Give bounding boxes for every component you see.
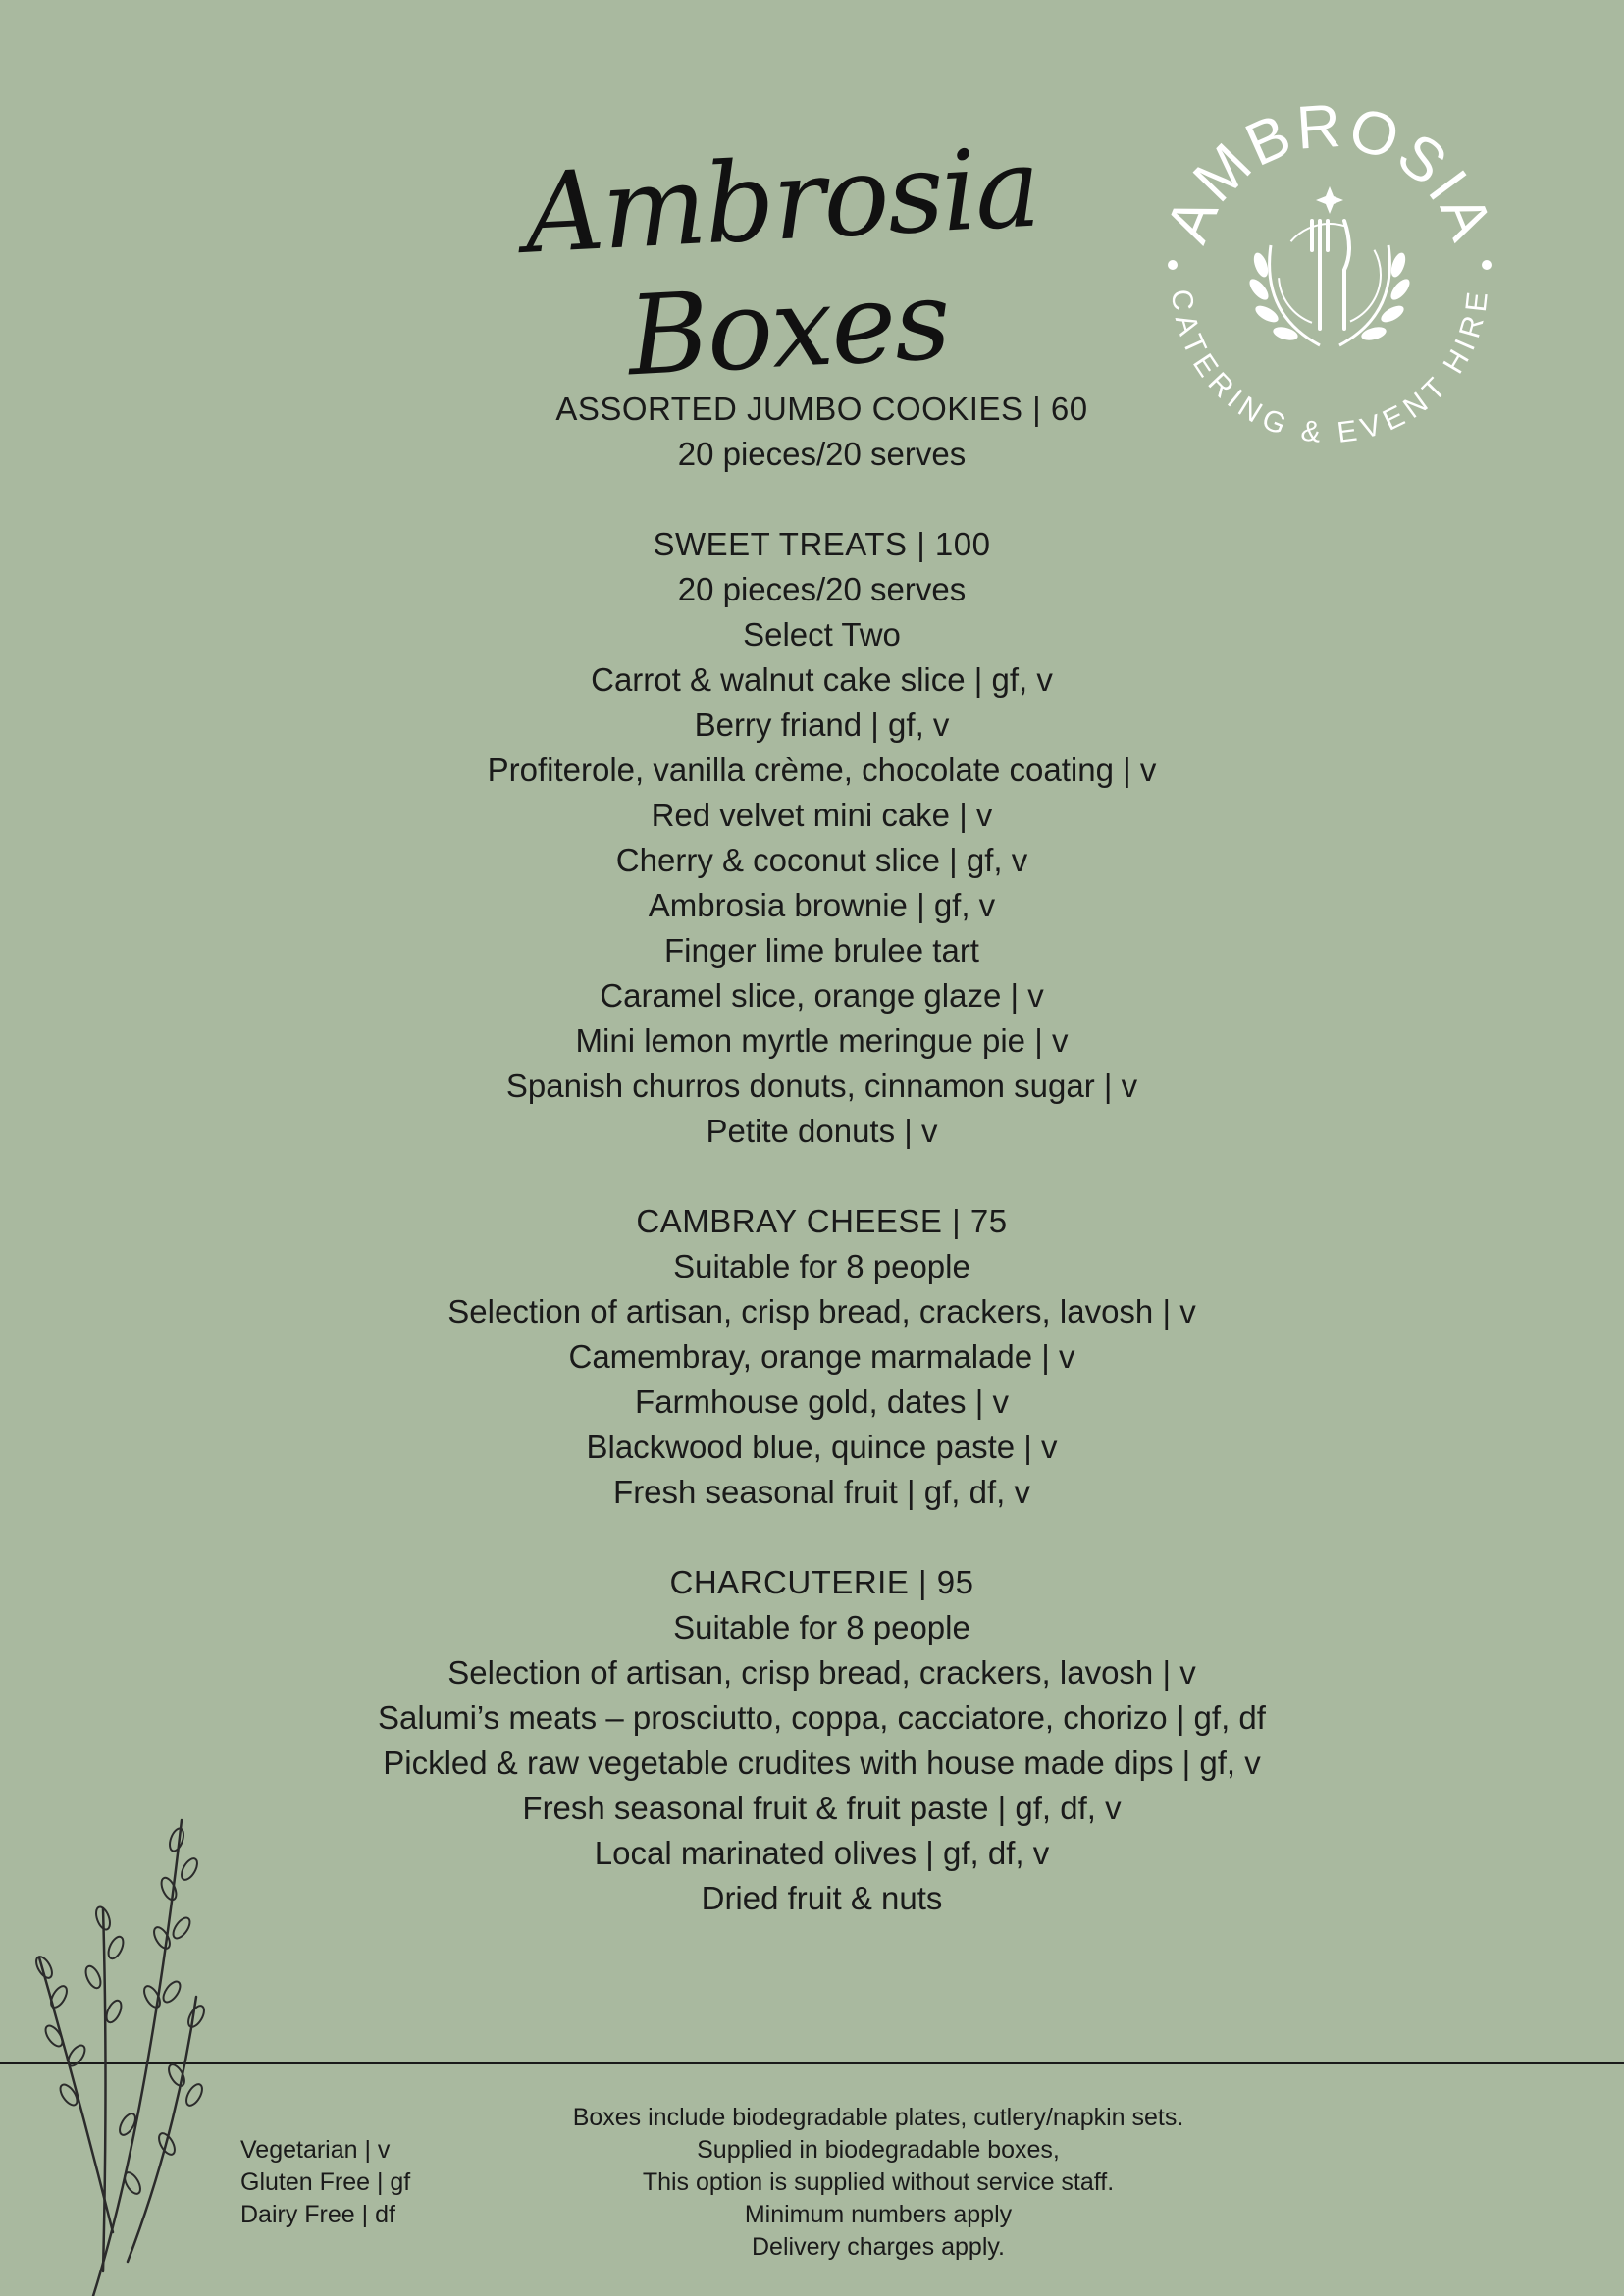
section-cookies — [216, 387, 1428, 477]
menu-item: Camembray, orange marmalade | v — [568, 1338, 1075, 1375]
menu-item: Petite donuts | v — [706, 1113, 938, 1149]
menu-item: Mini lemon myrtle meringue pie | v — [575, 1022, 1069, 1059]
menu-item: Carrot & walnut cake slice | gf, v — [591, 661, 1053, 698]
note-line: Minimum numbers apply — [744, 2201, 1013, 2228]
menu-item: 20 pieces/20 serves — [677, 571, 967, 607]
menu-item: Berry friand | gf, v — [694, 706, 950, 743]
page-title: Ambrosia Boxes — [521, 124, 1042, 401]
menu-item: Caramel slice, orange glaze | v — [600, 977, 1044, 1014]
menu-item: Profiterole, vanilla crème, chocolate coating | v — [487, 752, 1157, 788]
section-sweet-treats — [216, 522, 1428, 1154]
menu-item: Farmhouse gold, dates | v — [635, 1383, 1009, 1420]
menu-item: Pickled & raw vegetable crudites with house made dips | gf, v — [383, 1745, 1261, 1781]
footer-notes — [486, 2102, 1271, 2264]
menu-item: Selection of artisan, crisp bread, crackers, lavosh | v — [447, 1293, 1196, 1330]
section-cheese — [216, 1199, 1428, 1515]
footer-divider — [0, 2062, 1624, 2064]
menu-item: Dried fruit & nuts — [701, 1880, 943, 1916]
section-heading: ASSORTED JUMBO COOKIES | 60 — [555, 391, 1088, 427]
section-charcuterie — [216, 1560, 1428, 1921]
menu-item: Suitable for 8 people — [673, 1609, 970, 1645]
legend-item: Gluten Free | gf — [240, 2168, 411, 2196]
menu-item: Red velvet mini cake | v — [651, 797, 993, 833]
menu-item: Local marinated olives | gf, df, v — [594, 1835, 1050, 1871]
herb-sprig-icon — [10, 1800, 216, 2296]
menu-item: Suitable for 8 people — [673, 1248, 970, 1284]
section-heading: CAMBRAY CHEESE | 75 — [636, 1203, 1008, 1239]
menu-item: Ambrosia brownie | gf, v — [648, 887, 996, 923]
menu-list — [216, 387, 1428, 1966]
logo-wordmark: AMBROSIA — [1153, 91, 1506, 252]
menu-item: Spanish churros donuts, cinnamon sugar | v — [505, 1068, 1138, 1104]
section-heading: SWEET TREATS | 100 — [653, 526, 991, 562]
menu-item: Blackwood blue, quince paste | v — [586, 1429, 1058, 1465]
legend-item: Vegetarian | v — [240, 2136, 391, 2164]
legend-item: Dairy Free | df — [240, 2201, 395, 2228]
menu-item: Finger lime brulee tart — [664, 932, 979, 968]
menu-item: Fresh seasonal fruit & fruit paste | gf, df, v — [522, 1790, 1122, 1826]
menu-item: Selection of artisan, crisp bread, crackers, lavosh | v — [447, 1654, 1196, 1691]
menu-item: Select Two — [743, 616, 901, 652]
menu-item: 20 pieces/20 serves — [677, 436, 967, 472]
note-line: Boxes include biodegradable plates, cutlery/napkin sets. — [572, 2104, 1184, 2131]
note-line: Supplied in biodegradable boxes, — [697, 2136, 1060, 2164]
section-heading: CHARCUTERIE | 95 — [669, 1564, 974, 1600]
menu-item: Salumi’s meats – prosciutto, coppa, cacciatore, chorizo | gf, df — [378, 1699, 1266, 1736]
note-line: Delivery charges apply. — [752, 2233, 1005, 2261]
note-line: This option is supplied without service staff. — [642, 2168, 1115, 2196]
menu-item: Cherry & coconut slice | gf, v — [615, 842, 1028, 878]
menu-item: Fresh seasonal fruit | gf, df, v — [613, 1474, 1030, 1510]
dietary-legend — [240, 2134, 410, 2231]
logo-tagline: CATERING & EVENT HIRE — [1164, 287, 1495, 449]
